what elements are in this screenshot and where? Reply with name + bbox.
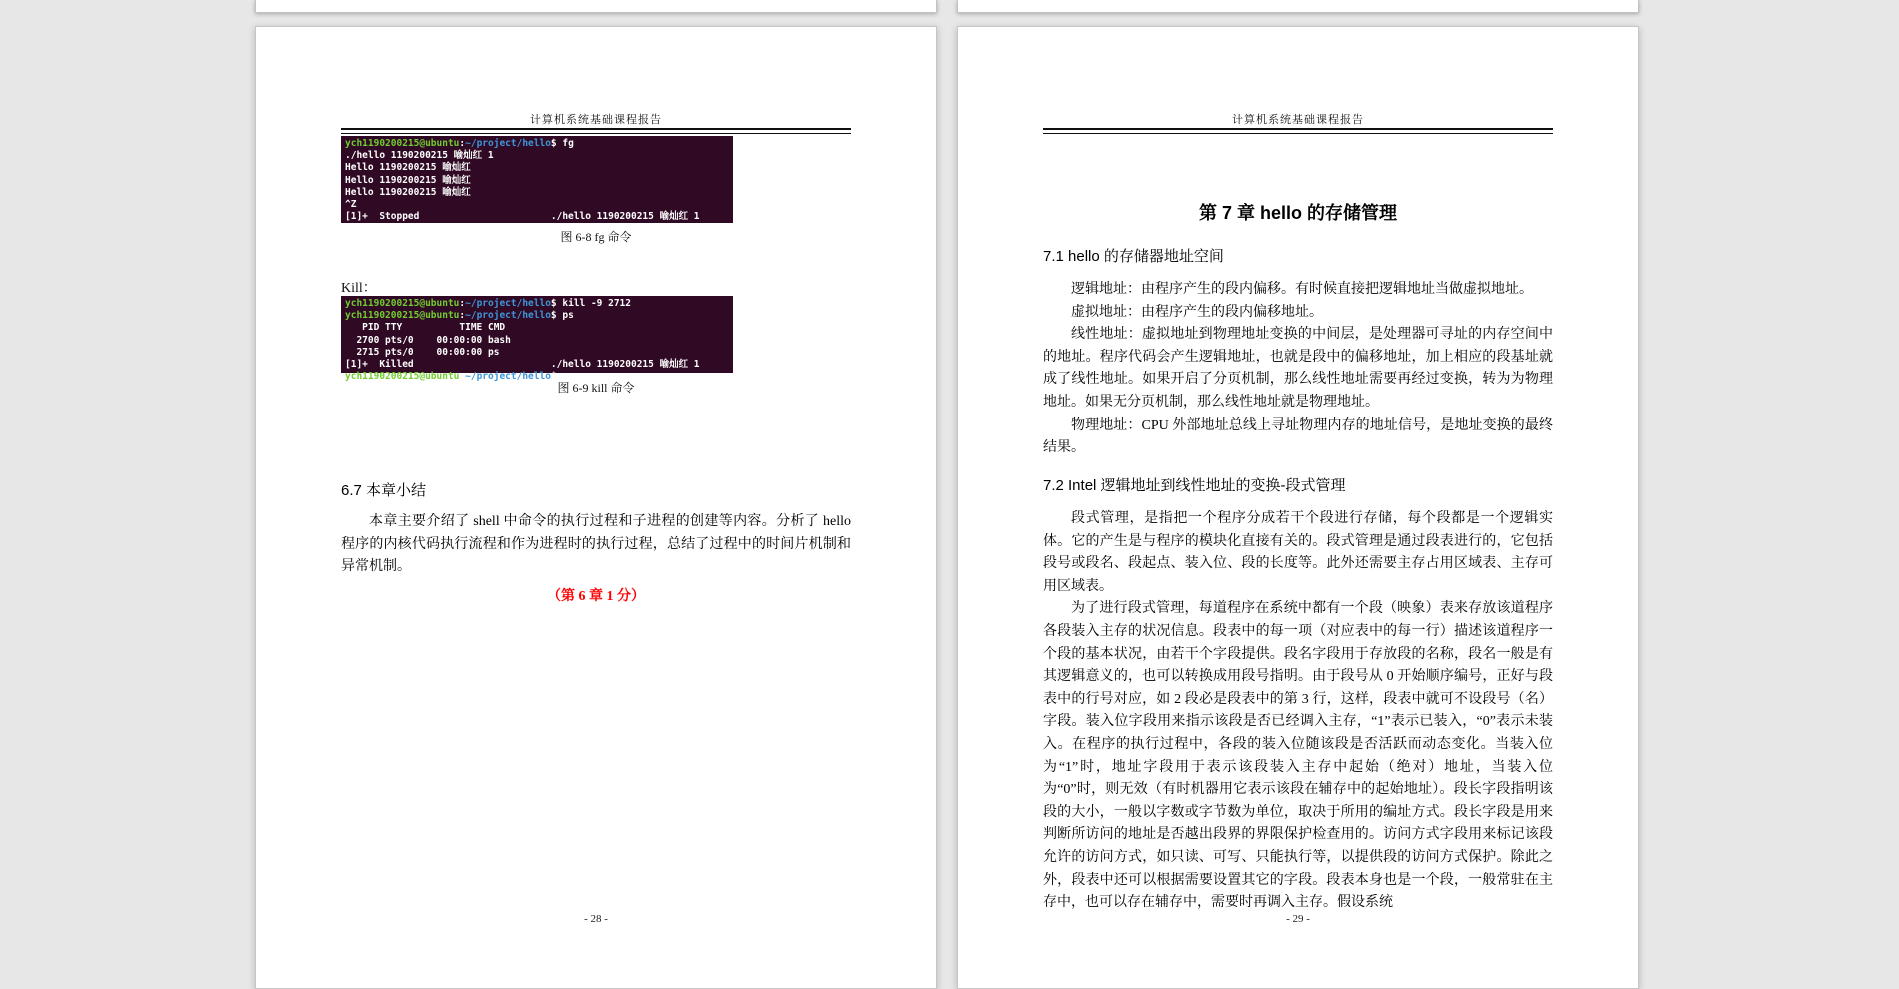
running-header: 计算机系统基础课程报告 [530,114,662,126]
paragraph: 为了进行段式管理，每道程序在系统中都有一个段（映象）表来存放该道程序各段装入主存的状况信息。段表中的每一项（对应表中的每一行）描述该道程序一个段的基本状况，由若干个字段提供。段名字段用于存放段的名称，段名一般是有其逻辑意义的，也可以转换成用段号指明。由于段号从 0 开始顺序编号，正好与段表中的行号对应，如 2 段必是段表中的第 3 行，这样，段表中就可不设段号（名）字段。装入位字段用来指示该段是否已经调入主存，“1”表示已装入，“0”表示未装入。在程序的执行过程中，各段的装入位随该段是否活跃而动态变化。当装入位为“1”时，地址字段用于表示该段装入主存中起始（绝对）地址，当装入位为“0”时，则无效（有时机器用它表示该段在辅存中的起始地址）。段长字段指明该段的大小，一般以字数或字节数为单位，取决于所用的编址方式。段长字段是用来判断所访问的地址是否越出段界的界限保护检查用的。访问方式字段用来标记该段允许的访问方式，如只读、可写、只能执行等，以提供段的访问方式保护。除此之外，段表中还可以根据需要设置其它的字段。段表本身也是一个段，一般常驻在主存中，也可以存在辅存中，需要时再调入主存。假设系统 [1043,601,1553,911]
paragraph: 逻辑地址：由程序产生的段内偏移。有时候直接把逻辑地址当做虚拟地址。 [1071,282,1533,297]
document-page-29[interactable] [957,26,1639,989]
terminal-screenshot-kill-command: ych1190200215@ubuntu:~/project/hello$ kill -9 2712 ych1190200215@ubuntu:~/project/hello$ ps PID TTY TIME CMD 2700 pts/0 00:00:00 bash 2715 pts/0 00:00:00 ps [1]+ Killed ./hello 1190200215 喻灿红 1 ych1190200215@ubuntu:~/project/hello$ [341,296,733,373]
paragraph: 虚拟地址：由程序产生的段内偏移地址。 [1071,304,1323,320]
section-heading-6-7: 6.7 本章小结 [341,482,427,499]
paragraph: 物理地址：CPU 外部地址总线上寻址物理内存的地址信号，是地址变换的最终结果。 [1043,417,1553,456]
section-7-2-body [1043,508,1553,915]
section-6-7-body [341,511,851,579]
page-number-footer: - 28 - [584,913,608,925]
figure-caption-6-8: 图 6-8 fg 命令 [560,230,632,244]
header-double-rule [1043,128,1553,134]
kill-label: Kill： [341,281,377,296]
paragraph: 本章主要介绍了 shell 中命令的执行过程和子进程的创建等内容。分析了 hello 程序的内核代码执行流程和作为进程时的执行过程，总结了过程中的时间片机制和异常机制。 [341,514,851,575]
page-number-footer: - 29 - [1286,913,1310,925]
header-double-rule [341,128,851,134]
paragraph: 段式管理，是指把一个程序分成若干个段进行存储，每个段都是一个逻辑实体。它的产生是与程序的模块化直接有关的。段式管理是通过段表进行的，它包括段号或段名、段起点、装入位、段的长度等。此外还需要主存占用区域表、主存可用区域表。 [1043,511,1553,594]
grading-note: （第 6 章 1 分） [547,589,645,604]
section-7-1-body [1043,279,1553,460]
section-heading-7-2: 7.2 Intel 逻辑地址到线性地址的变换-段式管理 [1043,477,1346,494]
paragraph: 线性地址：虚拟地址到物理地址变换的中间层，是处理器可寻址的内存空间中的地址。程序代码会产生逻辑地址，也就是段中的偏移地址，加上相应的段基址就成了线性地址。如果开启了分页机制，那么线性地址需要再经过变换，转为为物理地址。如果无分页机制，那么线性地址就是物理地址。 [1043,327,1553,410]
section-heading-7-1: 7.1 hello 的存储器地址空间 [1043,248,1224,265]
previous-page-bottom-right [957,0,1639,13]
previous-page-bottom-left [255,0,937,13]
document-page-28[interactable] [255,26,937,989]
terminal-screenshot-fg-command: ych1190200215@ubuntu:~/project/hello$ fg ./hello 1190200215 喻灿红 1 Hello 1190200215 喻灿红 Hello 1190200215 喻灿红 Hello 1190200215 喻灿红 ^Z [1]+ Stopped ./hello 1190200215 喻灿红 1 [341,136,733,223]
running-header: 计算机系统基础课程报告 [1232,114,1364,126]
figure-caption-6-9: 图 6-9 kill 命令 [557,381,635,395]
chapter-7-title: 第 7 章 hello 的存储管理 [1198,203,1398,223]
